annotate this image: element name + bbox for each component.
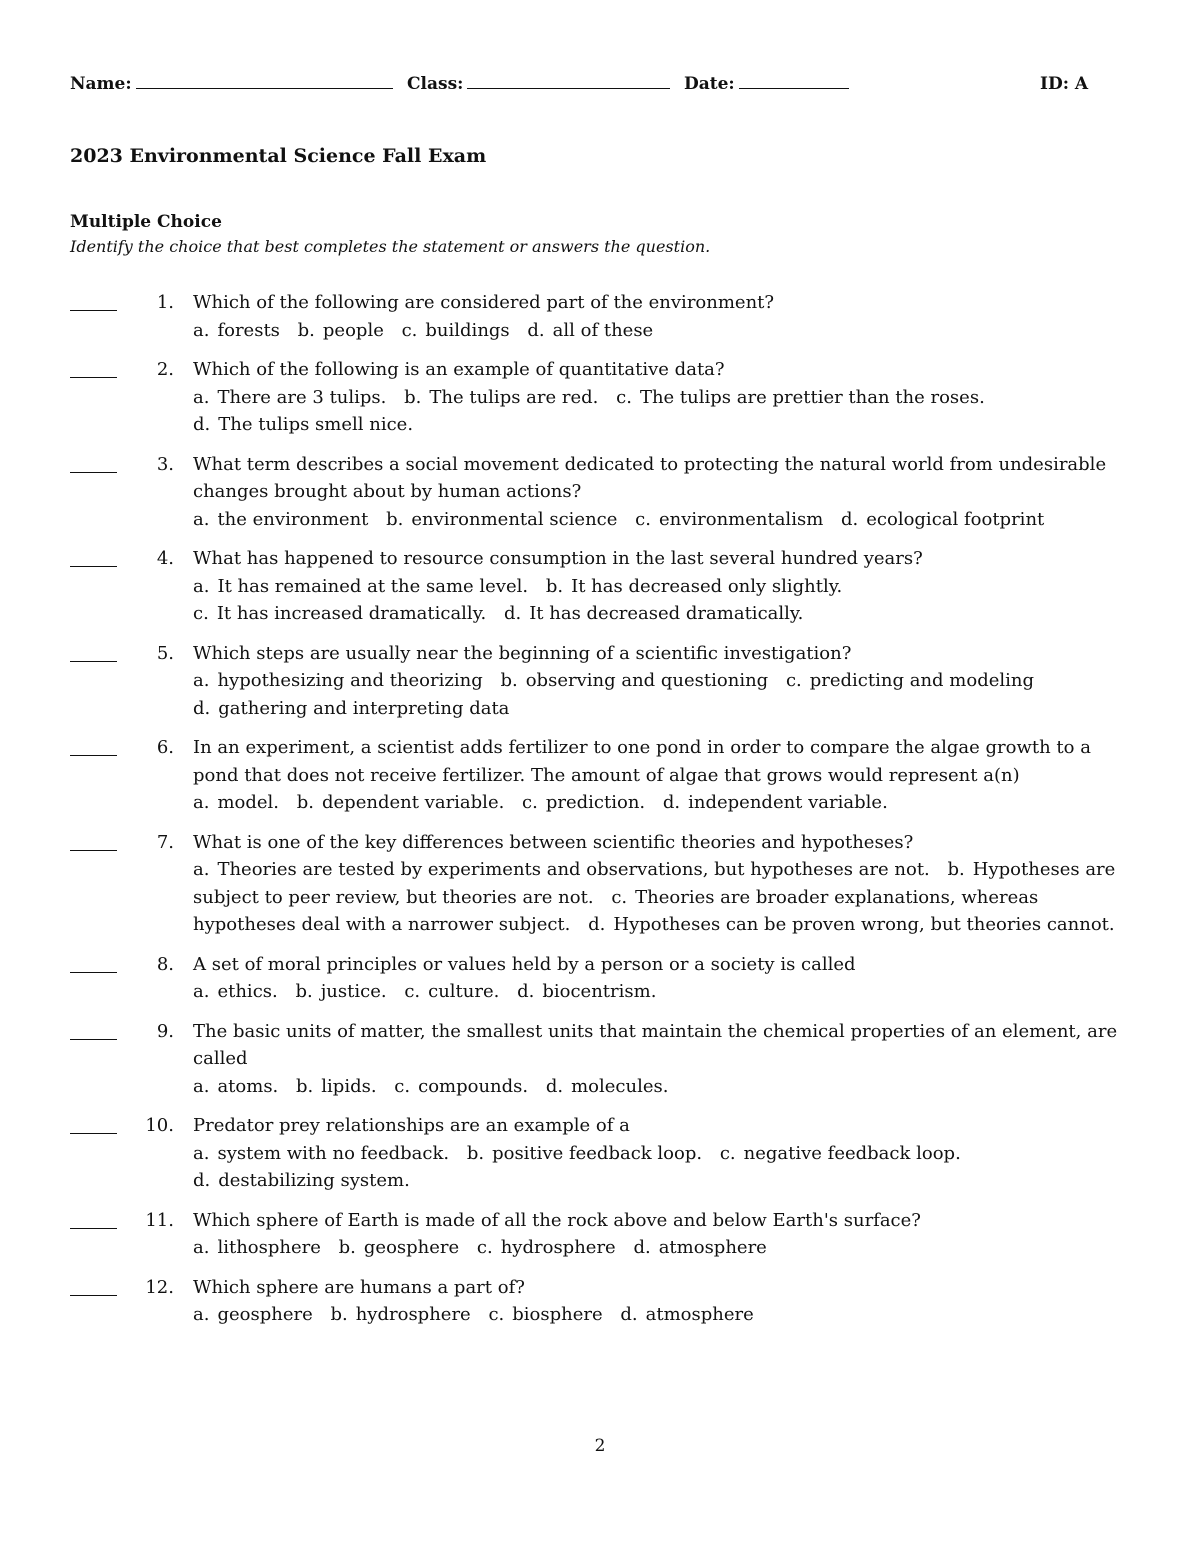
answer-blank xyxy=(70,972,117,973)
answer-choice xyxy=(546,576,842,597)
choice-text: Theories are broader explanations, whereas hypotheses deal with a narrower subject. xyxy=(193,886,1039,935)
choice-text: The tulips are prettier than the roses. xyxy=(639,386,985,408)
answer-choices xyxy=(193,506,1130,534)
answer-choices xyxy=(193,573,1130,628)
answer-choice xyxy=(500,670,768,691)
answer-choice xyxy=(298,320,384,341)
answer-choice xyxy=(193,792,279,813)
choice-letter: b. xyxy=(404,386,422,408)
choice-letter: d. xyxy=(662,792,681,813)
question-stem: Which sphere are humans a part of? xyxy=(193,1276,525,1298)
student-info-header xyxy=(70,74,1100,98)
choice-text: buildings xyxy=(425,319,510,341)
question-stem: A set of moral principles or values held by a person or a society is called xyxy=(193,953,856,975)
choice-text: environmentalism xyxy=(658,508,824,530)
choice-text: hydrosphere xyxy=(355,1304,471,1325)
choice-letter: c. xyxy=(522,792,538,813)
answer-choices xyxy=(193,667,1130,722)
answer-choices xyxy=(193,1301,1130,1329)
answer-choice xyxy=(193,981,278,1002)
choice-letter: c. xyxy=(719,1142,736,1164)
choice-text: atmosphere xyxy=(658,1237,767,1258)
choice-letter: b. xyxy=(466,1142,485,1164)
choice-letter: b. xyxy=(296,792,314,813)
answer-choices xyxy=(193,1140,1130,1195)
answer-blank xyxy=(70,1133,117,1134)
choice-text: hypothesizing and theorizing xyxy=(217,670,483,691)
answer-choice xyxy=(786,670,1034,691)
answer-choice xyxy=(193,1170,410,1191)
choice-letter: c. xyxy=(394,1075,411,1097)
choice-letter: c. xyxy=(785,670,802,691)
answer-choice xyxy=(193,320,280,341)
choice-text: all of these xyxy=(552,319,654,341)
question-number: 2. xyxy=(156,359,174,380)
choice-text: The tulips smell nice. xyxy=(218,414,414,435)
answer-choice xyxy=(297,792,505,813)
answer-choice xyxy=(193,670,483,691)
answer-choices xyxy=(193,317,1130,345)
choice-text: geosphere xyxy=(217,1304,313,1325)
choice-text: Hypotheses can be proven wrong, but theories cannot. xyxy=(613,914,1115,935)
question-item xyxy=(70,640,1130,723)
choice-letter: d. xyxy=(545,1075,564,1097)
question-item xyxy=(70,356,1130,439)
choice-letter: a. xyxy=(193,508,210,530)
question-stem: In an experiment, a scientist adds fertilizer to one pond in order to compare the algae growth to a pond that does not receive fertilizer. The amount of algae that grows would represent a(n) xyxy=(193,737,1091,786)
answer-choice xyxy=(193,603,486,624)
answer-choice xyxy=(477,1237,616,1258)
answer-choice xyxy=(339,1237,460,1258)
answer-choice xyxy=(193,1143,449,1164)
answer-choices xyxy=(193,384,1130,439)
choice-letter: c. xyxy=(488,1304,505,1325)
question-item xyxy=(70,1207,1130,1262)
class-field xyxy=(407,74,670,94)
question-number: 9. xyxy=(156,1020,174,1042)
question-number: 4. xyxy=(156,548,174,569)
answer-choice xyxy=(193,698,509,719)
choice-letter: d. xyxy=(193,697,211,719)
answer-blank xyxy=(70,850,117,851)
answer-blank xyxy=(70,1295,117,1296)
choice-text: model. xyxy=(217,792,280,813)
question-stem: The basic units of matter, the smallest units that maintain the chemical properties of an element, are called xyxy=(193,1020,1118,1069)
answer-choice xyxy=(296,1076,377,1097)
answer-choice xyxy=(616,387,985,408)
choice-letter: a. xyxy=(193,1304,210,1325)
choice-letter: a. xyxy=(193,792,210,813)
question-item xyxy=(70,451,1130,534)
choice-text: ecological footprint xyxy=(866,508,1045,530)
choice-text: forests xyxy=(217,319,280,341)
question-body xyxy=(193,640,1130,723)
answer-choice xyxy=(504,603,803,624)
question-stem: Which sphere of Earth is made of all the rock above and below Earth's surface? xyxy=(193,1209,921,1231)
question-stem: Which of the following is an example of quantitative data? xyxy=(193,359,725,380)
choice-letter: a. xyxy=(193,670,210,691)
choice-text: It has increased dramatically. xyxy=(216,603,487,624)
answer-choice xyxy=(402,320,510,341)
question-item xyxy=(70,1274,1130,1329)
answer-blank xyxy=(70,377,117,378)
date-label: Date: xyxy=(684,74,735,94)
choice-letter: d. xyxy=(620,1304,638,1325)
choice-letter: c. xyxy=(193,603,209,624)
answer-choice xyxy=(488,1304,602,1325)
answer-choices xyxy=(193,856,1130,939)
exam-id: ID: A xyxy=(1040,74,1089,94)
name-blank xyxy=(136,74,393,89)
choice-text: gathering and interpreting data xyxy=(218,697,510,719)
choice-text: compounds. xyxy=(418,1075,529,1097)
choice-text: people xyxy=(322,319,384,341)
choice-text: environmental science xyxy=(411,508,618,530)
choice-letter: a. xyxy=(193,575,210,597)
question-body xyxy=(193,1274,1130,1329)
answer-choice xyxy=(394,1076,528,1097)
question-item xyxy=(70,829,1130,939)
choice-text: geosphere xyxy=(363,1237,460,1258)
choice-letter: b. xyxy=(295,981,313,1002)
answer-choice xyxy=(546,1076,669,1097)
class-blank xyxy=(467,74,670,89)
choice-text: justice. xyxy=(320,981,387,1002)
choice-text: prediction. xyxy=(545,792,646,813)
choice-letter: b. xyxy=(297,319,315,341)
date-blank xyxy=(739,74,849,89)
answer-choices xyxy=(193,978,1130,1006)
answer-choice xyxy=(193,414,413,435)
choice-letter: b. xyxy=(500,670,518,691)
choice-letter: c. xyxy=(635,508,651,530)
section-title: Multiple Choice xyxy=(70,212,222,232)
question-body xyxy=(193,829,1130,939)
answer-blank xyxy=(70,1039,117,1040)
choice-text: negative feedback loop. xyxy=(743,1142,961,1164)
answer-blank xyxy=(70,1228,117,1229)
choice-text: atmosphere xyxy=(645,1304,754,1325)
choice-letter: c. xyxy=(476,1237,493,1258)
choice-text: lithosphere xyxy=(217,1237,321,1258)
choice-letter: d. xyxy=(588,914,606,935)
answer-choice xyxy=(193,1076,278,1097)
choice-text: dependent variable. xyxy=(322,792,505,813)
exam-title: 2023 Environmental Science Fall Exam xyxy=(70,145,487,167)
question-body xyxy=(193,1018,1130,1101)
question-item xyxy=(70,734,1130,817)
question-number: 6. xyxy=(156,737,174,758)
choice-letter: a. xyxy=(193,859,210,880)
choice-letter: c. xyxy=(404,981,421,1002)
name-field xyxy=(70,74,393,94)
choice-letter: b. xyxy=(545,575,564,597)
question-number: 3. xyxy=(156,453,174,475)
choice-text: observing and questioning xyxy=(525,670,769,691)
answer-choices xyxy=(193,1073,1130,1101)
question-body xyxy=(193,451,1130,534)
choice-text: The tulips are red. xyxy=(429,386,599,408)
question-stem: Which steps are usually near the beginning of a scientific investigation? xyxy=(193,642,852,664)
choice-letter: b. xyxy=(947,859,965,880)
answer-choice xyxy=(841,509,1044,530)
question-item xyxy=(70,289,1130,344)
question-body xyxy=(193,1207,1130,1262)
choice-letter: c. xyxy=(616,386,632,408)
question-list xyxy=(70,289,1130,1341)
choice-letter: d. xyxy=(193,414,211,435)
question-stem: Which of the following are considered part of the environment? xyxy=(193,292,775,313)
choice-text: atoms. xyxy=(217,1075,279,1097)
choice-letter: d. xyxy=(633,1237,651,1258)
question-stem: What has happened to resource consumption in the last several hundred years? xyxy=(193,548,923,569)
answer-choice xyxy=(193,387,386,408)
choice-text: Hypotheses are subject to peer review, but theories are not. xyxy=(193,859,1116,908)
choice-text: Theories are tested by experiments and observations, but hypotheses are not. xyxy=(217,859,930,880)
question-stem: What is one of the key differences between scientific theories and hypotheses? xyxy=(193,831,914,853)
choice-letter: b. xyxy=(296,1075,314,1097)
answer-choice xyxy=(193,1304,313,1325)
choice-text: the environment xyxy=(217,508,369,530)
question-body xyxy=(193,356,1130,439)
date-field xyxy=(684,74,849,94)
answer-blank xyxy=(70,472,117,473)
choice-letter: d. xyxy=(193,1170,211,1191)
answer-choice xyxy=(404,981,499,1002)
answer-choice xyxy=(193,1237,321,1258)
choice-letter: c. xyxy=(611,886,628,908)
choice-letter: c. xyxy=(401,319,418,341)
answer-choice xyxy=(517,981,656,1002)
answer-choice xyxy=(620,1304,753,1325)
choice-text: lipids. xyxy=(321,1075,377,1097)
choice-letter: b. xyxy=(386,508,404,530)
answer-choice xyxy=(193,859,930,880)
choice-text: culture. xyxy=(428,981,500,1002)
answer-blank xyxy=(70,661,117,662)
answer-blank xyxy=(70,566,117,567)
choice-text: It has decreased dramatically. xyxy=(529,603,804,624)
choice-letter: a. xyxy=(193,386,210,408)
name-label: Name: xyxy=(70,74,132,94)
choice-letter: a. xyxy=(193,319,210,341)
answer-choices xyxy=(193,1234,1130,1262)
question-number: 8. xyxy=(156,953,174,975)
page-number: 2 xyxy=(594,1436,606,1456)
question-item xyxy=(70,545,1130,628)
answer-choice xyxy=(633,1237,766,1258)
question-body xyxy=(193,289,1130,344)
answer-choice xyxy=(193,576,528,597)
question-number: 10. xyxy=(145,1115,174,1136)
question-number: 11. xyxy=(145,1209,174,1231)
question-stem: What term describes a social movement dedicated to protecting the natural world from undesirable changes brought about by human actions? xyxy=(193,453,1107,502)
answer-choice xyxy=(635,509,823,530)
question-number: 5. xyxy=(156,642,174,664)
choice-letter: a. xyxy=(193,1075,210,1097)
answer-choice xyxy=(720,1143,961,1164)
question-stem: Predator prey relationships are an example of a xyxy=(193,1115,630,1136)
choice-text: ethics. xyxy=(217,981,278,1002)
answer-blank xyxy=(70,310,117,311)
answer-choice xyxy=(467,1143,702,1164)
choice-text: molecules. xyxy=(571,1075,669,1097)
choice-letter: d. xyxy=(841,508,859,530)
question-item xyxy=(70,1018,1130,1101)
answer-choice xyxy=(527,320,653,341)
answer-choice xyxy=(663,792,888,813)
choice-letter: a. xyxy=(193,1237,210,1258)
choice-letter: b. xyxy=(338,1237,356,1258)
class-label: Class: xyxy=(407,74,464,94)
choice-text: biocentrism. xyxy=(542,981,657,1002)
answer-choice xyxy=(193,509,368,530)
choice-letter: b. xyxy=(330,1304,348,1325)
choice-text: predicting and modeling xyxy=(809,670,1034,691)
question-body xyxy=(193,1112,1130,1195)
choice-letter: d. xyxy=(517,981,535,1002)
answer-choice xyxy=(330,1304,470,1325)
choice-text: system with no feedback. xyxy=(217,1142,450,1164)
question-number: 1. xyxy=(156,292,174,313)
question-body xyxy=(193,951,1130,1006)
answer-choice xyxy=(404,387,598,408)
question-item xyxy=(70,951,1130,1006)
choice-text: independent variable. xyxy=(688,792,888,813)
question-body xyxy=(193,734,1130,817)
choice-text: hydrosphere xyxy=(500,1237,616,1258)
choice-text: There are 3 tulips. xyxy=(217,386,387,408)
question-number: 7. xyxy=(156,831,174,853)
answer-choice xyxy=(386,509,617,530)
choice-letter: d. xyxy=(503,603,522,624)
answer-blank xyxy=(70,755,117,756)
choice-letter: a. xyxy=(193,981,210,1002)
question-item xyxy=(70,1112,1130,1195)
choice-letter: a. xyxy=(193,1142,210,1164)
section-instructions: Identify the choice that best completes the statement or answers the question. xyxy=(70,237,711,256)
answer-choice xyxy=(588,914,1114,935)
choice-text: It has remained at the same level. xyxy=(217,575,529,597)
choice-letter: d. xyxy=(527,319,545,341)
answer-choice xyxy=(522,792,645,813)
answer-choices xyxy=(193,789,1130,817)
choice-text: destabilizing system. xyxy=(218,1170,410,1191)
answer-choice xyxy=(295,981,386,1002)
question-number: 12. xyxy=(145,1276,174,1298)
choice-text: positive feedback loop. xyxy=(492,1142,703,1164)
question-body xyxy=(193,545,1130,628)
choice-text: biosphere xyxy=(512,1304,603,1325)
choice-text: It has decreased only slightly. xyxy=(571,575,843,597)
